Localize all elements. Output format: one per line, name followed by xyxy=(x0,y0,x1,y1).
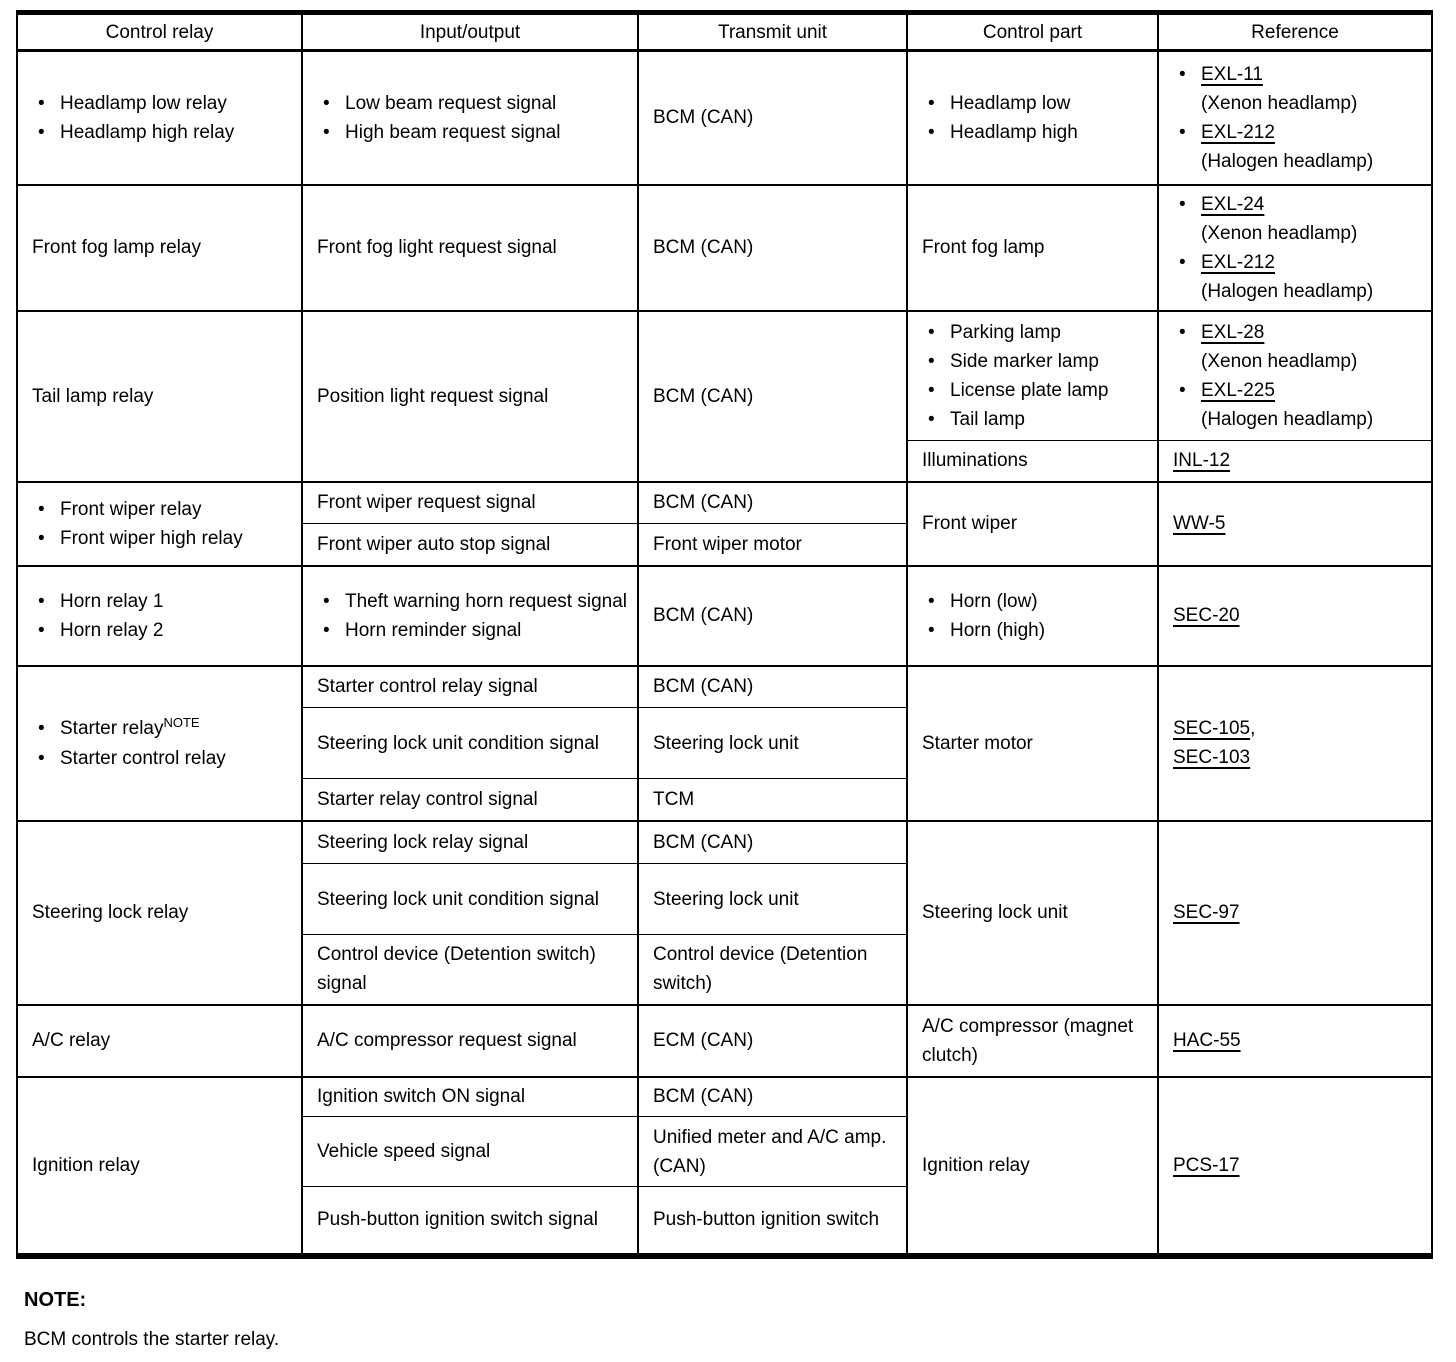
cell-transmit-tail-lamp xyxy=(638,311,907,482)
column-header-input-output: Input/output xyxy=(302,13,638,51)
cell-io-starter-relay-control xyxy=(302,779,638,821)
cell-ref-headlamp xyxy=(1158,51,1432,185)
cell-io-starter-control xyxy=(302,666,638,708)
header-row xyxy=(17,13,1432,51)
ref-paren: (Xenon headlamp) xyxy=(1201,222,1358,244)
row-front-wiper-1 xyxy=(17,482,1432,524)
relay-item: Steering lock relay xyxy=(32,902,189,923)
cell-io-tail-lamp xyxy=(302,311,638,482)
io-item: Low beam request signal xyxy=(345,92,557,114)
note-block xyxy=(24,1288,279,1352)
part-item: Horn (low) xyxy=(950,590,1038,612)
cell-io-steering-relay-signal xyxy=(302,821,638,864)
io-item: Steering lock unit condition signal xyxy=(317,888,600,910)
row-front-fog xyxy=(17,185,1432,311)
note-superscript: NOTE xyxy=(163,714,200,730)
row-tail-lamp xyxy=(17,311,1432,441)
cell-relay-front-fog xyxy=(17,185,302,311)
note-label: NOTE: xyxy=(24,1289,87,1311)
ref-link-ww-5[interactable]: WW-5 xyxy=(1173,513,1226,534)
ref-suffix: , xyxy=(1250,718,1256,739)
io-item: A/C compressor request signal xyxy=(317,1030,577,1051)
ref-entry xyxy=(1173,60,1423,118)
part-item: Headlamp low xyxy=(950,92,1071,114)
part-item: Horn (high) xyxy=(950,619,1046,641)
cell-part-ac xyxy=(907,1005,1158,1077)
cell-io-ignition-on xyxy=(302,1077,638,1117)
cell-ref-front-wiper xyxy=(1158,482,1432,566)
cell-part-front-wiper xyxy=(907,482,1158,566)
cell-part-tail-lamp xyxy=(907,311,1158,441)
relay-item: Front wiper high relay xyxy=(60,527,243,549)
io-item: Theft warning horn request signal xyxy=(345,590,627,612)
cell-io-front-wiper-autostop xyxy=(302,524,638,566)
cell-transmit-steering-lock-unit-2 xyxy=(638,864,907,935)
cell-transmit-ignition-bcm xyxy=(638,1077,907,1117)
io-item: Front wiper request signal xyxy=(317,492,536,514)
cell-ref-horn xyxy=(1158,566,1432,666)
cell-transmit-headlamp xyxy=(638,51,907,185)
ref-link-sec-20[interactable]: SEC-20 xyxy=(1173,605,1240,626)
cell-transmit-unified-meter xyxy=(638,1117,907,1187)
transmit-unit: Push-button ignition switch xyxy=(653,1209,880,1231)
io-item: Position light request signal xyxy=(317,385,549,407)
cell-ref-ac xyxy=(1158,1005,1432,1077)
cell-io-front-fog xyxy=(302,185,638,311)
relay-item: Headlamp low relay xyxy=(60,92,227,114)
relay-item: Horn relay 1 xyxy=(60,590,164,612)
cell-io-front-wiper-request xyxy=(302,482,638,524)
column-header-control-part: Control part xyxy=(907,13,1158,51)
control-relay-table xyxy=(16,10,1433,1259)
cell-part-horn xyxy=(907,566,1158,666)
ref-link-exl-11[interactable]: EXL-11 xyxy=(1201,63,1263,85)
row-ac-relay xyxy=(17,1005,1432,1077)
relay-item: Ignition relay xyxy=(32,1154,140,1176)
transmit-unit: BCM (CAN) xyxy=(653,107,754,129)
ref-entry xyxy=(1173,248,1423,306)
cell-io-steering-condition xyxy=(302,708,638,779)
ref-link-sec-105[interactable]: SEC-105 xyxy=(1173,718,1251,739)
transmit-unit: ECM (CAN) xyxy=(653,1030,754,1051)
cell-relay-tail-lamp xyxy=(17,311,302,482)
io-item: Front fog light request signal xyxy=(317,237,557,258)
cell-io-push-button xyxy=(302,1187,638,1256)
cell-ref-illuminations xyxy=(1158,441,1432,482)
part-item: License plate lamp xyxy=(950,379,1109,401)
cell-part-starter xyxy=(907,666,1158,821)
io-item: Push-button ignition switch signal xyxy=(317,1209,598,1231)
relay-item: A/C relay xyxy=(32,1030,111,1051)
column-header-transmit-unit: Transmit unit xyxy=(638,13,907,51)
ref-link-exl-212[interactable]: EXL-212 xyxy=(1201,121,1275,143)
cell-relay-horn xyxy=(17,566,302,666)
ref-link-exl-28[interactable]: EXL-28 xyxy=(1201,321,1265,343)
transmit-unit: BCM (CAN) xyxy=(653,492,754,514)
cell-transmit-steering-lock-unit xyxy=(638,708,907,779)
ref-paren: (Halogen headlamp) xyxy=(1201,408,1374,430)
ref-paren: (Xenon headlamp) xyxy=(1201,92,1358,114)
cell-part-steering-lock xyxy=(907,821,1158,1005)
cell-part-illuminations xyxy=(907,441,1158,482)
cell-ref-steering-lock xyxy=(1158,821,1432,1005)
transmit-unit: BCM (CAN) xyxy=(653,385,754,407)
io-item: Horn reminder signal xyxy=(345,619,522,641)
transmit-unit: Steering lock unit xyxy=(653,888,799,910)
ref-entry xyxy=(1173,190,1423,248)
part-item: Illuminations xyxy=(922,450,1028,472)
io-item: Control device (Detention switch) signal xyxy=(317,944,596,995)
io-item: Steering lock unit condition signal xyxy=(317,732,600,754)
part-item: Side marker lamp xyxy=(950,350,1099,372)
io-item: Starter control relay signal xyxy=(317,676,538,698)
relay-item: Tail lamp relay xyxy=(32,385,154,407)
relay-item: Front wiper relay xyxy=(60,498,202,520)
part-item: Starter motor xyxy=(922,732,1033,754)
io-item: Vehicle speed signal xyxy=(317,1141,491,1162)
transmit-unit: BCM (CAN) xyxy=(653,1086,754,1108)
relay-item: Front fog lamp relay xyxy=(32,237,201,258)
cell-part-front-fog xyxy=(907,185,1158,311)
cell-ref-front-fog xyxy=(1158,185,1432,311)
cell-io-steering-condition-2 xyxy=(302,864,638,935)
cell-relay-headlamp xyxy=(17,51,302,185)
transmit-unit: BCM (CAN) xyxy=(653,676,754,698)
cell-relay-ac xyxy=(17,1005,302,1077)
row-ignition-1 xyxy=(17,1077,1432,1117)
ref-link-sec-97[interactable]: SEC-97 xyxy=(1173,902,1240,923)
ref-link-pcs-17[interactable]: PCS-17 xyxy=(1173,1154,1240,1176)
relay-item: Horn relay 2 xyxy=(60,619,164,641)
cell-transmit-starter-control xyxy=(638,666,907,708)
row-headlamp xyxy=(17,51,1432,185)
part-item: Tail lamp xyxy=(950,408,1025,430)
ref-link-exl-212[interactable]: EXL-212 xyxy=(1201,251,1275,273)
relay-item: Headlamp high relay xyxy=(60,121,235,143)
ref-paren: (Halogen headlamp) xyxy=(1201,150,1374,172)
column-header-control-relay: Control relay xyxy=(17,13,302,51)
transmit-unit: Unified meter and A/C amp. (CAN) xyxy=(653,1126,887,1177)
cell-ref-tail-lamp xyxy=(1158,311,1432,441)
ref-entry xyxy=(1173,118,1423,176)
ref-link-exl-225[interactable]: EXL-225 xyxy=(1201,379,1275,401)
cell-io-ac xyxy=(302,1005,638,1077)
cell-transmit-tcm xyxy=(638,779,907,821)
ref-link-sec-103[interactable]: SEC-103 xyxy=(1173,747,1251,768)
column-header-reference: Reference xyxy=(1158,13,1432,51)
cell-part-ignition xyxy=(907,1077,1158,1256)
cell-transmit-control-device xyxy=(638,935,907,1005)
relay-item: Starter relay xyxy=(60,717,164,739)
transmit-unit: Front wiper motor xyxy=(653,533,802,555)
part-item: Front wiper xyxy=(922,513,1018,534)
part-item: Parking lamp xyxy=(950,321,1061,343)
row-horn xyxy=(17,566,1432,666)
ref-paren: (Halogen headlamp) xyxy=(1201,280,1374,302)
transmit-unit: Steering lock unit xyxy=(653,732,799,754)
cell-transmit-ac xyxy=(638,1005,907,1077)
cell-relay-ignition xyxy=(17,1077,302,1256)
cell-ref-ignition xyxy=(1158,1077,1432,1256)
transmit-unit: Control device (Detention switch) xyxy=(653,944,868,995)
io-item: High beam request signal xyxy=(345,121,561,143)
ref-link-inl-12[interactable]: INL-12 xyxy=(1173,450,1231,472)
cell-io-headlamp xyxy=(302,51,638,185)
cell-ref-starter xyxy=(1158,666,1432,821)
part-item: A/C compressor (magnet clutch) xyxy=(922,1015,1134,1066)
cell-transmit-horn xyxy=(638,566,907,666)
cell-io-horn xyxy=(302,566,638,666)
cell-transmit-front-wiper-request xyxy=(638,482,907,524)
relay-item: Starter control relay xyxy=(60,747,226,769)
io-item: Ignition switch ON signal xyxy=(317,1086,526,1108)
note-text: BCM controls the starter relay. xyxy=(24,1329,280,1350)
cell-io-vehicle-speed xyxy=(302,1117,638,1187)
ref-line xyxy=(1173,743,1423,772)
cell-transmit-front-wiper-autostop xyxy=(638,524,907,566)
ref-link-exl-24[interactable]: EXL-24 xyxy=(1201,193,1265,215)
cell-transmit-steering-bcm xyxy=(638,821,907,864)
ref-link-hac-55[interactable]: HAC-55 xyxy=(1173,1030,1241,1051)
transmit-unit: BCM (CAN) xyxy=(653,237,754,258)
io-item: Starter relay control signal xyxy=(317,788,538,810)
transmit-unit: BCM (CAN) xyxy=(653,605,754,626)
cell-relay-front-wiper xyxy=(17,482,302,566)
row-starter-1 xyxy=(17,666,1432,708)
transmit-unit: BCM (CAN) xyxy=(653,831,754,853)
cell-relay-steering-lock xyxy=(17,821,302,1005)
cell-transmit-push-button xyxy=(638,1187,907,1256)
cell-part-headlamp xyxy=(907,51,1158,185)
row-steering-lock-1 xyxy=(17,821,1432,864)
ref-entry xyxy=(1173,318,1423,376)
cell-io-control-device xyxy=(302,935,638,1005)
ref-line xyxy=(1173,714,1423,743)
io-item: Front wiper auto stop signal xyxy=(317,533,551,555)
part-item: Ignition relay xyxy=(922,1154,1030,1176)
cell-relay-starter xyxy=(17,666,302,821)
ref-paren: (Xenon headlamp) xyxy=(1201,350,1358,372)
io-item: Steering lock relay signal xyxy=(317,831,529,853)
part-item: Steering lock unit xyxy=(922,902,1068,923)
transmit-unit: TCM xyxy=(653,788,695,810)
part-item: Headlamp high xyxy=(950,121,1078,143)
part-item: Front fog lamp xyxy=(922,237,1045,258)
cell-transmit-front-fog xyxy=(638,185,907,311)
ref-entry xyxy=(1173,376,1423,434)
